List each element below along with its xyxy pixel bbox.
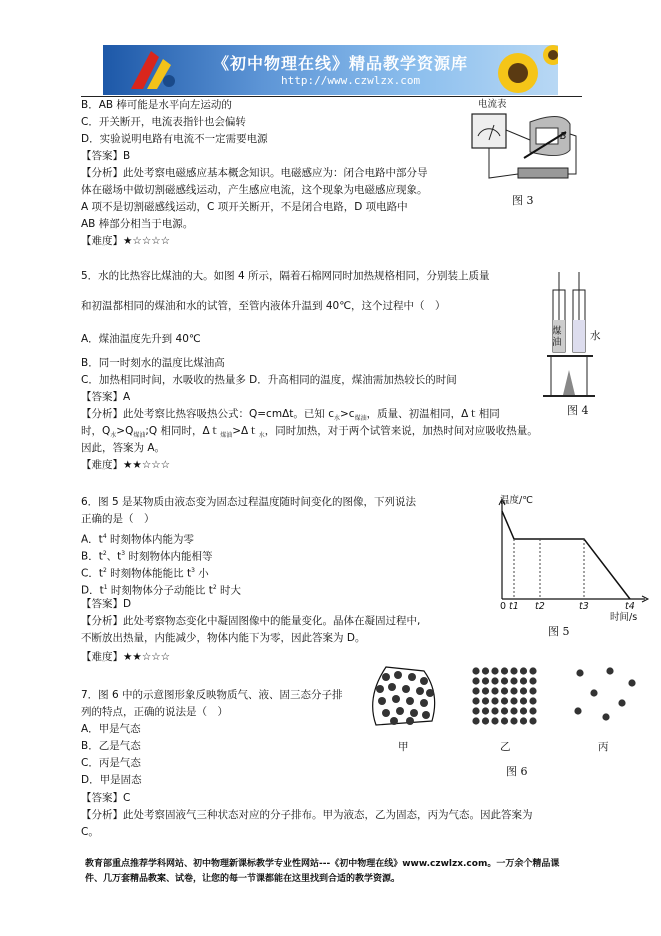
molecule-dot	[510, 697, 517, 704]
header-url[interactable]: http://www.czwlzx.com	[281, 74, 421, 87]
molecule-dot	[472, 697, 479, 704]
q4-option-d: D．实验说明电路有电流不一定需要电源	[81, 133, 268, 145]
q4-analysis-2: 体在磁场中做切割磁感线运动，产生感应电流，这个现象为电磁感应现象。	[81, 184, 428, 196]
q6-optC-c: 小	[194, 567, 209, 580]
molecule-dot	[482, 697, 489, 704]
molecule-dot	[501, 687, 508, 694]
q7-stem-2: 列的特点，正确的说法是（ ）	[81, 706, 228, 718]
molecule-dot	[394, 671, 402, 679]
q4-analysis-1: 【分析】此处考察电磁感应基本概念知识。电磁感应为：闭合电路中部分导	[81, 167, 428, 179]
molecule-dot	[529, 677, 536, 684]
molecule-dot	[628, 679, 635, 686]
q5-option-c: C．加热相同时间，水吸收的热量多 D．升高相同的温度，煤油需加热较长的时间	[81, 374, 457, 386]
header-title: 《初中物理在线》精品教学资源库	[213, 54, 469, 73]
molecule-dot	[392, 695, 400, 703]
molecule-dot	[510, 687, 517, 694]
q7-analysis-2: C。	[81, 826, 99, 838]
molecule-dot	[520, 687, 527, 694]
q5-an2-s1: 水	[110, 432, 117, 440]
q5-an1-a: 【分析】此处考察比热容吸热公式：Q=cmΔt。已知 c	[81, 408, 334, 420]
footer-line-2: 件、几万套精品教案、试卷，让您的每一节课都能在这里找到合适的教学资源。	[85, 874, 401, 884]
q4-option-b: B．AB 棒可能是水平向左运动的	[81, 99, 232, 111]
q6-difficulty: 【难度】★★☆☆☆	[81, 651, 171, 663]
molecule-dot	[491, 697, 498, 704]
molecule-dot	[402, 685, 410, 693]
fig6-label-bing: 丙	[598, 741, 609, 753]
q6-optD-b: 时刻物体分子动能比 t	[107, 584, 213, 597]
q4-answer: 【答案】B	[81, 150, 131, 162]
molecule-dot	[472, 717, 479, 724]
molecule-dot	[422, 711, 430, 719]
molecule-dot	[501, 697, 508, 704]
molecule-dot	[618, 699, 625, 706]
q5-an2-s2: 煤油	[133, 432, 146, 440]
molecule-dot	[501, 717, 508, 724]
molecule-dot	[472, 687, 479, 694]
molecule-dot	[491, 667, 498, 674]
fig4-label-kerosene: 煤油	[552, 326, 562, 348]
q6-optD-c: 时大	[216, 584, 241, 597]
fig5-tick-t1: t1	[509, 601, 519, 612]
molecule-dot	[482, 687, 489, 694]
molecule-dot	[529, 717, 536, 724]
molecule-dot	[529, 667, 536, 674]
q6-optB-c: 时刻物体内能相等	[125, 550, 213, 563]
footer-line-1: 教育部重点推荐学科网站、初中物理新课标教学专业性网站---《初中物理在线》www.czwlzx.com。一万余个精品课	[85, 859, 560, 869]
q7-option-a: A．甲是气态	[81, 723, 141, 735]
q5-option-b: B．同一时刻水的温度比煤油高	[81, 357, 225, 369]
molecule-dot	[408, 673, 416, 681]
molecule-dot	[390, 717, 398, 725]
fig6-solid	[470, 665, 540, 727]
q5-an2-a: 时，Q	[81, 425, 111, 437]
q6-analysis-2: 不断放出热量，内能减少，物体内能下为零，因此答案为 D。	[81, 632, 366, 644]
q5-an2-d: >Δｔ	[232, 425, 259, 437]
fig3-diagram	[470, 110, 580, 190]
molecule-dot	[491, 677, 498, 684]
fig5-curve	[502, 511, 630, 599]
q6-optD-s1: 1	[103, 584, 108, 591]
fig5-ylabel: 温度/℃	[500, 495, 533, 506]
fig4-label-water: 水	[590, 330, 601, 342]
q5-an2-s4: 水	[258, 432, 265, 440]
q6-stem-1: 6．图 5 是某物质由液态变为固态过程温度随时间变化的图像，下列说法	[81, 496, 417, 508]
molecule-dot	[520, 667, 527, 674]
logo-icon	[121, 45, 191, 95]
molecule-dot	[416, 687, 424, 695]
q6-optA-b: 时刻物体内能为零	[106, 533, 194, 546]
molecule-dot	[376, 685, 384, 693]
fig5-origin: 0	[500, 601, 507, 612]
q6-optD-s2: 2	[212, 584, 217, 591]
molecule-dot	[382, 673, 390, 681]
q5-an2-b: >Q	[116, 425, 134, 437]
fig6-label-yi: 乙	[500, 741, 511, 753]
q6-answer: 【答案】D	[81, 598, 132, 610]
molecule-dot	[576, 669, 583, 676]
fig3-letter-b: B	[560, 131, 567, 142]
q5-stem-2: 和初温都相同的煤油和水的试管，至管内液体升温到 40℃，这个过程中（ ）	[81, 300, 446, 312]
molecule-dot	[482, 707, 489, 714]
q5-difficulty: 【难度】★★☆☆☆	[81, 459, 171, 471]
q4-option-c: C．开关断开，电流表指针也会偏转	[81, 116, 246, 128]
q5-an1-b: >c	[340, 408, 355, 420]
q5-analysis-2	[81, 425, 538, 442]
q6-optB-a: B．t	[81, 550, 103, 563]
molecule-dot	[410, 709, 418, 717]
molecule-dot	[491, 707, 498, 714]
fig5-tick-t3: t3	[579, 601, 589, 612]
molecule-dot	[510, 707, 517, 714]
molecule-dot	[590, 689, 597, 696]
q5-analysis-1	[81, 408, 500, 425]
fig6-label-jia: 甲	[398, 741, 409, 753]
molecule-dot	[520, 697, 527, 704]
molecule-dot	[529, 707, 536, 714]
q7-option-c: C．丙是气态	[81, 757, 141, 769]
molecule-dot	[602, 713, 609, 720]
molecule-dot	[396, 707, 404, 715]
molecule-dot	[574, 707, 581, 714]
fig4-caption: 图 4	[567, 404, 589, 417]
molecule-dot	[382, 709, 390, 717]
fig5-graph	[490, 495, 650, 615]
molecule-dot	[388, 683, 396, 691]
molecule-dot	[472, 677, 479, 684]
q6-optC-s2: 3	[191, 567, 195, 574]
q5-stem-1: 5．水的比热容比煤油的大。如图 4 所示，隔着石棉网同时加热规格相同，分别装上质量	[81, 270, 490, 282]
molecule-dot	[426, 689, 434, 697]
q6-option-a	[81, 530, 194, 547]
q7-option-b: B．乙是气态	[81, 740, 141, 752]
molecule-dot	[520, 717, 527, 724]
fig5-tick-t2: t2	[535, 601, 545, 612]
molecule-dot	[472, 667, 479, 674]
q5-an1-s2: 煤油	[354, 415, 367, 423]
q5-option-a: A．煤油温度先升到 40℃	[81, 333, 201, 345]
q5-answer: 【答案】A	[81, 391, 131, 403]
fig3-caption: 图 3	[512, 194, 534, 207]
molecule-dot	[482, 667, 489, 674]
q6-optB-s2: 3	[121, 550, 126, 557]
q6-option-c	[81, 564, 209, 581]
molecule-dot	[378, 697, 386, 705]
molecule-dot	[510, 667, 517, 674]
molecule-dot	[520, 677, 527, 684]
q7-stem-1: 7．图 6 中的示意图形象反映物质气、液、固三态分子排	[81, 689, 343, 701]
q7-analysis-1: 【分析】此处考察固液气三种状态对应的分子排布。甲为液态，乙为固态，丙为气态。因此答案为	[81, 809, 533, 821]
fig6-gas	[570, 665, 640, 725]
q6-optC-a: C．t	[81, 567, 103, 580]
q6-option-b	[81, 547, 212, 564]
q6-optA-a: A．t	[81, 533, 103, 546]
molecule-dot	[491, 717, 498, 724]
q4-analysis-3: A 项不是切割磁感线运动，C 项开关断开，不是闭合电路，D 项电路中	[81, 201, 408, 213]
fig6-caption: 图 6	[506, 765, 528, 778]
q4-analysis-4: AB 棒部分相当于电源。	[81, 218, 194, 230]
molecule-dot	[510, 717, 517, 724]
fig5-tick-t4: t4	[625, 601, 635, 612]
fig6-gas-molecules	[574, 667, 635, 720]
molecule-dot	[491, 687, 498, 694]
molecule-dot	[482, 677, 489, 684]
q6-optA-s: 4	[102, 533, 107, 540]
molecule-dot	[406, 697, 414, 705]
sunflower-icon	[473, 45, 558, 95]
molecule-dot	[529, 687, 536, 694]
molecule-dot	[501, 667, 508, 674]
q7-answer: 【答案】C	[81, 792, 131, 804]
q6-analysis-1: 【分析】此处考察物态变化中凝固图像中的能量变化。晶体在凝固过程中,	[81, 615, 421, 627]
fig5-caption: 图 5	[548, 625, 570, 638]
q5-an1-s1: 水	[333, 415, 340, 423]
q7-option-d: D．甲是固态	[81, 774, 142, 786]
q5-analysis-3: 因此，答案为 A。	[81, 442, 166, 454]
molecule-dot	[510, 677, 517, 684]
q5-an1-c: ，质量、初温相同，Δｔ相同	[366, 408, 500, 420]
molecule-dot	[420, 699, 428, 707]
fig5-xlabel: 时间/s	[610, 612, 638, 623]
q6-optC-b: 时刻物体能能比 t	[106, 567, 192, 580]
q5-an2-e: ，同时加热，对于两个试管来说，加热时间对应吸收热量。	[264, 425, 538, 437]
molecule-dot	[482, 717, 489, 724]
molecule-dot	[501, 707, 508, 714]
q6-stem-2: 正确的是（ ）	[81, 513, 155, 525]
q6-option-d	[81, 581, 241, 598]
q6-optC-s1: 2	[102, 567, 107, 574]
molecule-dot	[529, 697, 536, 704]
q5-an2-c: ;Q 相同时，Δｔ	[145, 425, 221, 437]
header-banner	[103, 45, 558, 95]
molecule-dot	[472, 707, 479, 714]
fig3-label: 电流表	[478, 99, 507, 110]
q6-optB-s1: 2	[102, 550, 107, 557]
molecule-dot	[520, 707, 527, 714]
molecule-dot	[606, 667, 613, 674]
molecule-dot	[406, 717, 414, 725]
q5-an2-s3: 煤油	[220, 432, 233, 440]
q6-optB-b: 、t	[106, 550, 122, 563]
molecule-dot	[501, 677, 508, 684]
fig6-liquid	[366, 663, 442, 729]
header-rule	[81, 96, 582, 97]
fig6-solid-molecules	[472, 667, 536, 724]
q6-optD-a: D．t	[81, 584, 104, 597]
molecule-dot	[420, 677, 428, 685]
q4-difficulty: 【难度】★☆☆☆☆	[81, 235, 171, 247]
